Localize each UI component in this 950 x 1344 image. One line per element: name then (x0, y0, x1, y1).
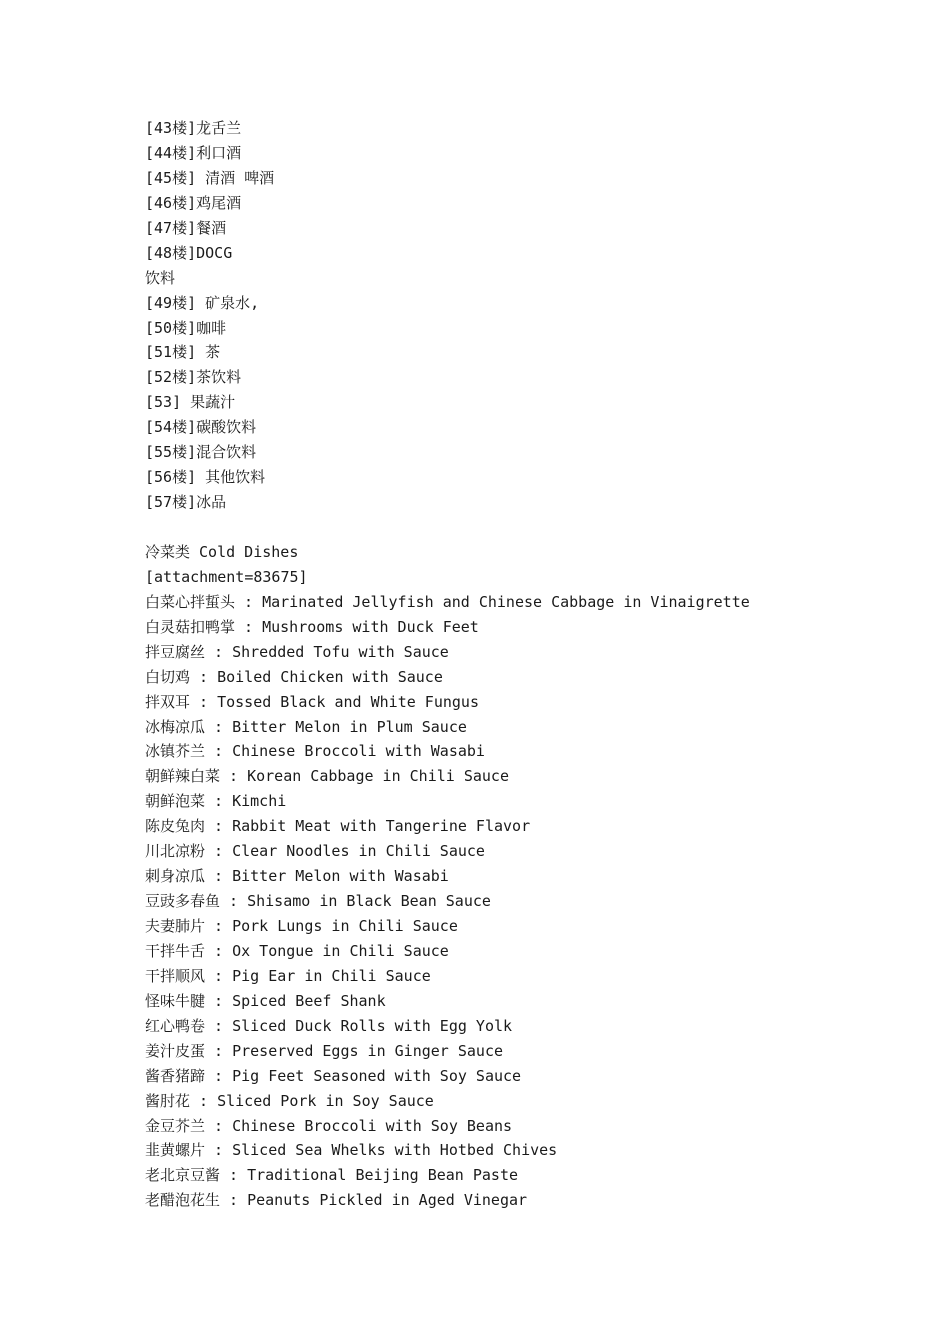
drink-item: [47楼]餐酒 (145, 218, 227, 237)
section-heading-cold-dishes: 冷菜类 Cold Dishes (145, 542, 299, 561)
dish-item: 冰梅凉瓜 : Bitter Melon in Plum Sauce (145, 717, 467, 736)
drink-item: [45楼] 清酒 啤酒 (145, 168, 275, 187)
drink-item: [48楼]DOCG (145, 243, 233, 262)
dish-item: 朝鲜泡菜 : Kimchi (145, 792, 287, 811)
paragraph-spacer (145, 515, 925, 540)
dish-item: 干拌顺风 : Pig Ear in Chili Sauce (145, 966, 431, 985)
dish-item: 陈皮兔肉 : Rabbit Meat with Tangerine Flavor (145, 817, 531, 836)
drink-item: [50楼]咖啡 (145, 318, 227, 337)
dish-item: 冰镇芥兰 : Chinese Broccoli with Wasabi (145, 742, 485, 761)
dish-item: 姜汁皮蛋 : Preserved Eggs in Ginger Sauce (145, 1041, 504, 1060)
dish-item: 夫妻肺片 : Pork Lungs in Chili Sauce (145, 917, 458, 935)
drink-item: [44楼]利口酒 (145, 143, 242, 162)
dish-item: 金豆芥兰 : Chinese Broccoli with Soy Beans (145, 1116, 513, 1135)
dish-item: 老北京豆酱 : Traditional Beijing Bean Paste (145, 1166, 519, 1185)
drink-item: [57楼]冰品 (145, 493, 227, 512)
dish-item: 酱香猪蹄 : Pig Feet Seasoned with Soy Sauce (145, 1066, 522, 1085)
dish-item: 川北凉粉 : Clear Noodles in Chili Sauce (145, 842, 485, 861)
drink-item: [49楼] 矿泉水, (145, 293, 260, 312)
drink-item: [43楼]龙舌兰 (145, 119, 242, 137)
drink-item: [53] 果蔬汁 (145, 393, 236, 412)
dish-item: 白菜心拌蜇头 : Marinated Jellyfish and Chinese Cabbage in Vinaigrette (145, 592, 750, 611)
dish-item: 红心鸭卷 : Sliced Duck Rolls with Egg Yolk (145, 1016, 513, 1035)
drink-item: [51楼] 茶 (145, 343, 221, 362)
dish-item: 拌豆腐丝 : Shredded Tofu with Sauce (145, 642, 449, 661)
section-subheading: 饮料 (145, 268, 176, 287)
attachment-reference: [attachment=83675] (145, 567, 308, 586)
dish-item: 怪味牛腱 : Spiced Beef Shank (145, 991, 386, 1010)
dish-item: 韭黄螺片 : Sliced Sea Whelks with Hotbed Chives (145, 1141, 558, 1160)
dish-item: 刺身凉瓜 : Bitter Melon with Wasabi (145, 867, 449, 886)
dish-item: 豆豉多春鱼 : Shisamo in Black Bean Sauce (145, 892, 491, 911)
drink-item: [46楼]鸡尾酒 (145, 193, 242, 212)
dish-item: 朝鲜辣白菜 : Korean Cabbage in Chili Sauce (145, 767, 509, 786)
drink-item: [52楼]茶饮料 (145, 368, 242, 387)
dish-item: 酱肘花 : Sliced Pork in Soy Sauce (145, 1091, 434, 1110)
dish-item: 干拌牛舌 : Ox Tongue in Chili Sauce (145, 941, 449, 960)
drink-item: [54楼]碳酸饮料 (145, 418, 257, 437)
dish-item: 拌双耳 : Tossed Black and White Fungus (145, 692, 479, 711)
dish-item: 老醋泡花生 : Peanuts Pickled in Aged Vinegar (145, 1191, 528, 1210)
document-body (145, 116, 925, 1213)
dish-item: 白灵菇扣鸭掌 : Mushrooms with Duck Feet (145, 617, 479, 636)
drink-item: [56楼] 其他饮料 (145, 468, 266, 487)
drink-item: [55楼]混合饮料 (145, 443, 257, 462)
dish-item: 白切鸡 : Boiled Chicken with Sauce (145, 667, 443, 686)
